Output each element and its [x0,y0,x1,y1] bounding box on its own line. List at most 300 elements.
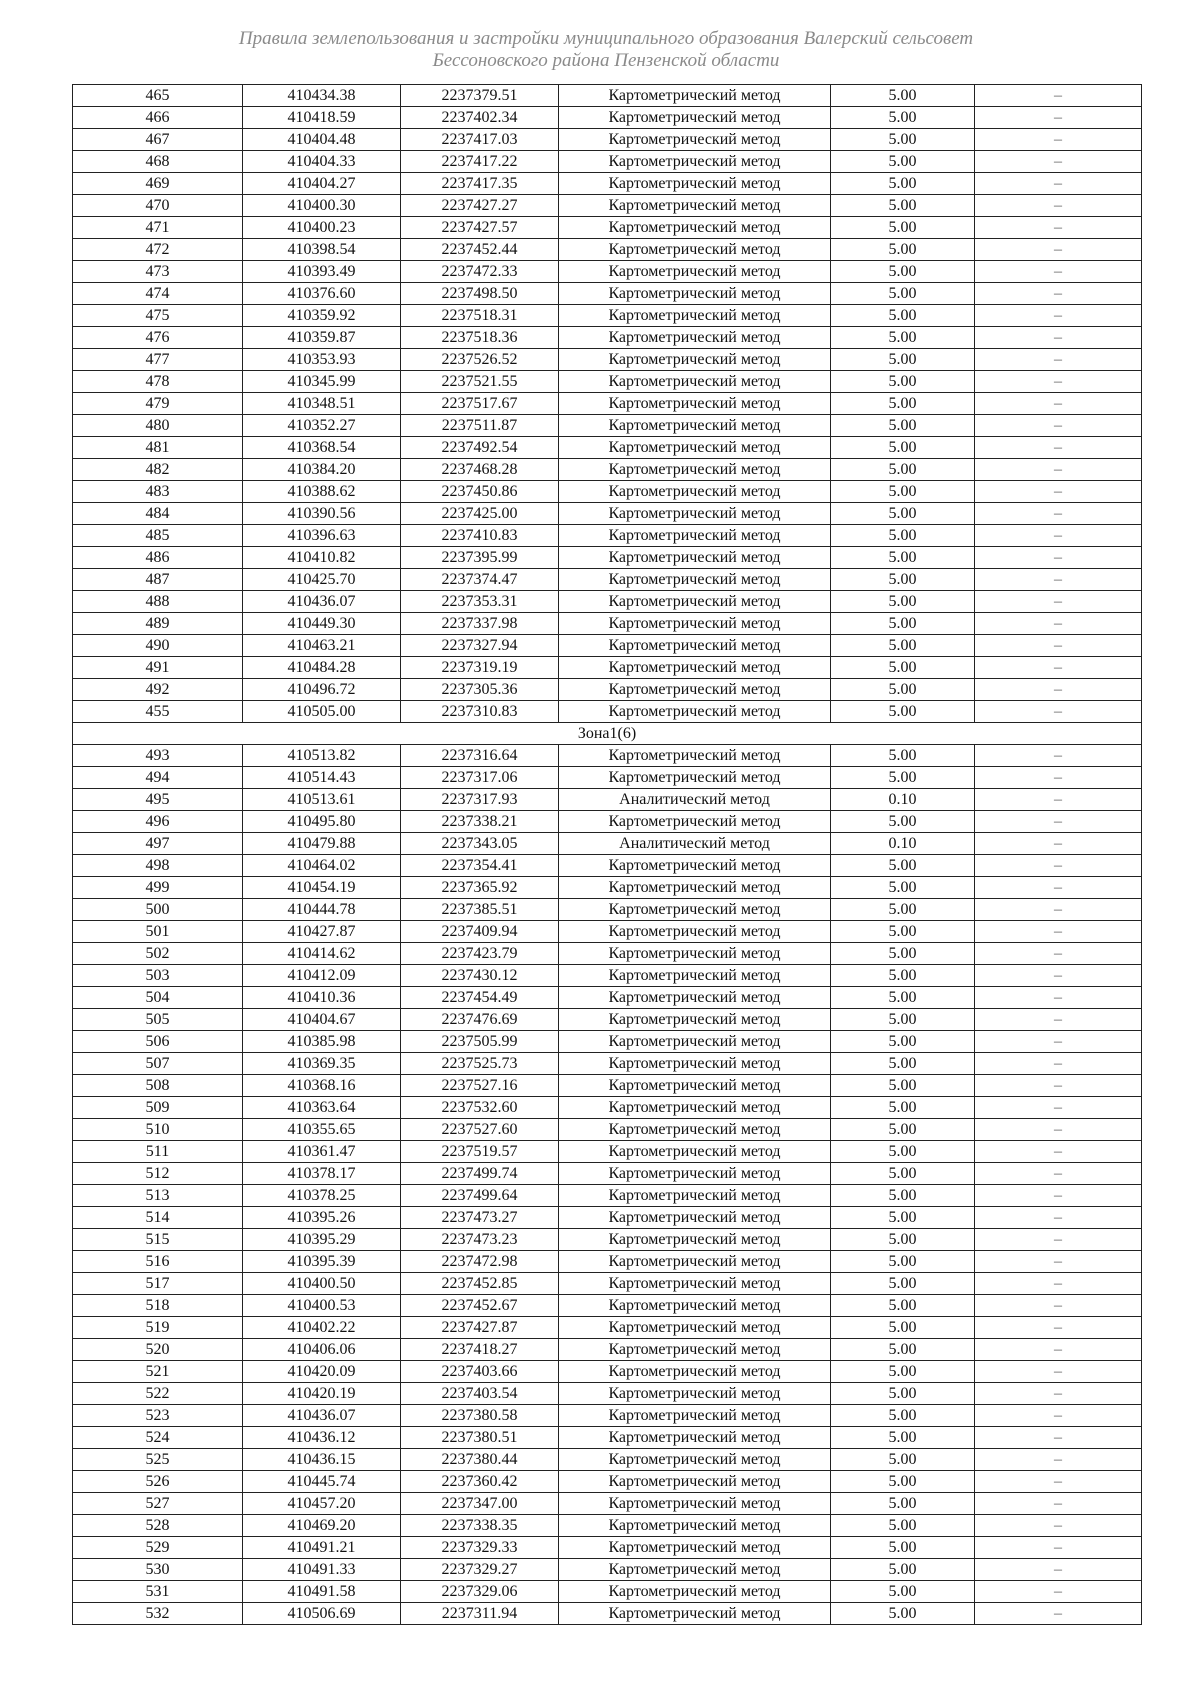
note-cell: – [975,85,1142,107]
table-row [73,1185,1142,1207]
note-cell: – [975,1317,1142,1339]
x-coordinate-cell: 410427.87 [243,921,401,943]
table-row [73,1009,1142,1031]
accuracy-cell: 5.00 [831,1559,975,1581]
point-number-cell: 517 [73,1273,243,1295]
x-coordinate-cell: 410457.20 [243,1493,401,1515]
x-coordinate-cell: 410368.54 [243,437,401,459]
y-coordinate-cell: 2237402.34 [401,107,559,129]
point-number-cell: 466 [73,107,243,129]
table-row [73,591,1142,613]
table-row [73,1493,1142,1515]
accuracy-cell: 5.00 [831,195,975,217]
table-row [73,261,1142,283]
y-coordinate-cell: 2237417.22 [401,151,559,173]
point-number-cell: 522 [73,1383,243,1405]
y-coordinate-cell: 2237337.98 [401,613,559,635]
point-number-cell: 501 [73,921,243,943]
x-coordinate-cell: 410418.59 [243,107,401,129]
method-cell: Картометрический метод [559,1053,831,1075]
method-cell: Картометрический метод [559,459,831,481]
note-cell: – [975,613,1142,635]
accuracy-cell: 5.00 [831,1207,975,1229]
method-cell: Картометрический метод [559,1097,831,1119]
accuracy-cell: 5.00 [831,1031,975,1053]
table-row [73,1295,1142,1317]
method-cell: Картометрический метод [559,1603,831,1625]
y-coordinate-cell: 2237452.85 [401,1273,559,1295]
x-coordinate-cell: 410463.21 [243,635,401,657]
method-cell: Картометрический метод [559,437,831,459]
table-row [73,217,1142,239]
zone-title: Зона1(6) [73,723,1142,745]
x-coordinate-cell: 410404.33 [243,151,401,173]
method-cell: Картометрический метод [559,1493,831,1515]
table-row [73,899,1142,921]
y-coordinate-cell: 2237317.06 [401,767,559,789]
accuracy-cell: 0.10 [831,833,975,855]
accuracy-cell: 5.00 [831,613,975,635]
accuracy-cell: 5.00 [831,217,975,239]
accuracy-cell: 5.00 [831,1141,975,1163]
y-coordinate-cell: 2237518.36 [401,327,559,349]
x-coordinate-cell: 410420.09 [243,1361,401,1383]
method-cell: Картометрический метод [559,151,831,173]
x-coordinate-cell: 410378.25 [243,1185,401,1207]
table-row [73,107,1142,129]
x-coordinate-cell: 410436.07 [243,1405,401,1427]
note-cell: – [975,305,1142,327]
y-coordinate-cell: 2237338.35 [401,1515,559,1537]
point-number-cell: 467 [73,129,243,151]
point-number-cell: 526 [73,1471,243,1493]
accuracy-cell: 5.00 [831,1515,975,1537]
y-coordinate-cell: 2237472.33 [401,261,559,283]
x-coordinate-cell: 410513.82 [243,745,401,767]
table-row [73,85,1142,107]
x-coordinate-cell: 410414.62 [243,943,401,965]
table-row [73,547,1142,569]
y-coordinate-cell: 2237353.31 [401,591,559,613]
point-number-cell: 475 [73,305,243,327]
accuracy-cell: 5.00 [831,85,975,107]
method-cell: Картометрический метод [559,1075,831,1097]
y-coordinate-cell: 2237427.57 [401,217,559,239]
note-cell: – [975,1427,1142,1449]
x-coordinate-cell: 410402.22 [243,1317,401,1339]
accuracy-cell: 5.00 [831,635,975,657]
point-number-cell: 510 [73,1119,243,1141]
note-cell: – [975,1185,1142,1207]
point-number-cell: 513 [73,1185,243,1207]
table-row [73,459,1142,481]
table-row [73,525,1142,547]
x-coordinate-cell: 410412.09 [243,965,401,987]
accuracy-cell: 5.00 [831,899,975,921]
method-cell: Картометрический метод [559,1449,831,1471]
x-coordinate-cell: 410444.78 [243,899,401,921]
x-coordinate-cell: 410404.48 [243,129,401,151]
point-number-cell: 520 [73,1339,243,1361]
y-coordinate-cell: 2237425.00 [401,503,559,525]
note-cell: – [975,283,1142,305]
table-row [73,767,1142,789]
note-cell: – [975,943,1142,965]
x-coordinate-cell: 410436.12 [243,1427,401,1449]
y-coordinate-cell: 2237498.50 [401,283,559,305]
y-coordinate-cell: 2237499.74 [401,1163,559,1185]
method-cell: Картометрический метод [559,327,831,349]
method-cell: Картометрический метод [559,283,831,305]
method-cell: Картометрический метод [559,1229,831,1251]
accuracy-cell: 5.00 [831,371,975,393]
y-coordinate-cell: 2237418.27 [401,1339,559,1361]
method-cell: Картометрический метод [559,855,831,877]
table-row [73,327,1142,349]
note-cell: – [975,239,1142,261]
accuracy-cell: 5.00 [831,921,975,943]
y-coordinate-cell: 2237468.28 [401,459,559,481]
header-line-2: Бессоновского района Пензенской области [432,50,780,71]
x-coordinate-cell: 410363.64 [243,1097,401,1119]
table-row [73,877,1142,899]
point-number-cell: 468 [73,151,243,173]
table-row [73,415,1142,437]
table-row [73,1163,1142,1185]
accuracy-cell: 5.00 [831,459,975,481]
accuracy-cell: 5.00 [831,481,975,503]
accuracy-cell: 5.00 [831,107,975,129]
y-coordinate-cell: 2237343.05 [401,833,559,855]
accuracy-cell: 5.00 [831,437,975,459]
method-cell: Картометрический метод [559,1119,831,1141]
note-cell: – [975,327,1142,349]
point-number-cell: 474 [73,283,243,305]
point-number-cell: 524 [73,1427,243,1449]
point-number-cell: 465 [73,85,243,107]
table-row [73,1405,1142,1427]
point-number-cell: 494 [73,767,243,789]
table-row [73,129,1142,151]
y-coordinate-cell: 2237499.64 [401,1185,559,1207]
x-coordinate-cell: 410368.16 [243,1075,401,1097]
method-cell: Картометрический метод [559,1031,831,1053]
point-number-cell: 516 [73,1251,243,1273]
y-coordinate-cell: 2237329.27 [401,1559,559,1581]
x-coordinate-cell: 410398.54 [243,239,401,261]
table-row [73,1317,1142,1339]
table-row [73,151,1142,173]
y-coordinate-cell: 2237517.67 [401,393,559,415]
method-cell: Картометрический метод [559,657,831,679]
table-row [73,283,1142,305]
point-number-cell: 512 [73,1163,243,1185]
coordinates-table-body [73,85,1142,1625]
table-row [73,1229,1142,1251]
point-number-cell: 483 [73,481,243,503]
accuracy-cell: 5.00 [831,239,975,261]
method-cell: Картометрический метод [559,679,831,701]
y-coordinate-cell: 2237430.12 [401,965,559,987]
table-row [73,921,1142,943]
x-coordinate-cell: 410505.00 [243,701,401,723]
y-coordinate-cell: 2237316.64 [401,745,559,767]
point-number-cell: 471 [73,217,243,239]
accuracy-cell: 5.00 [831,305,975,327]
note-cell: – [975,1559,1142,1581]
note-cell: – [975,1361,1142,1383]
y-coordinate-cell: 2237417.35 [401,173,559,195]
accuracy-cell: 5.00 [831,1317,975,1339]
table-row [73,305,1142,327]
note-cell: – [975,349,1142,371]
y-coordinate-cell: 2237310.83 [401,701,559,723]
point-number-cell: 476 [73,327,243,349]
y-coordinate-cell: 2237305.36 [401,679,559,701]
table-row [73,239,1142,261]
note-cell: – [975,173,1142,195]
y-coordinate-cell: 2237452.67 [401,1295,559,1317]
point-number-cell: 531 [73,1581,243,1603]
accuracy-cell: 5.00 [831,283,975,305]
note-cell: – [975,393,1142,415]
note-cell: – [975,1515,1142,1537]
method-cell: Картометрический метод [559,393,831,415]
x-coordinate-cell: 410410.36 [243,987,401,1009]
accuracy-cell: 0.10 [831,789,975,811]
accuracy-cell: 5.00 [831,1361,975,1383]
accuracy-cell: 5.00 [831,943,975,965]
method-cell: Картометрический метод [559,1383,831,1405]
point-number-cell: 491 [73,657,243,679]
point-number-cell: 503 [73,965,243,987]
accuracy-cell: 5.00 [831,1163,975,1185]
accuracy-cell: 5.00 [831,1229,975,1251]
point-number-cell: 529 [73,1537,243,1559]
coordinates-table [72,84,1142,1625]
zone-header-row [73,723,1142,745]
accuracy-cell: 5.00 [831,151,975,173]
table-row [73,1427,1142,1449]
point-number-cell: 508 [73,1075,243,1097]
point-number-cell: 514 [73,1207,243,1229]
y-coordinate-cell: 2237427.87 [401,1317,559,1339]
accuracy-cell: 5.00 [831,503,975,525]
note-cell: – [975,1383,1142,1405]
table-row [73,833,1142,855]
method-cell: Картометрический метод [559,239,831,261]
method-cell: Картометрический метод [559,591,831,613]
point-number-cell: 502 [73,943,243,965]
y-coordinate-cell: 2237385.51 [401,899,559,921]
accuracy-cell: 5.00 [831,965,975,987]
note-cell: – [975,965,1142,987]
table-row [73,657,1142,679]
note-cell: – [975,1251,1142,1273]
method-cell: Картометрический метод [559,1339,831,1361]
note-cell: – [975,767,1142,789]
note-cell: – [975,547,1142,569]
note-cell: – [975,525,1142,547]
point-number-cell: 505 [73,1009,243,1031]
method-cell: Картометрический метод [559,1427,831,1449]
note-cell: – [975,1075,1142,1097]
method-cell: Картометрический метод [559,1273,831,1295]
point-number-cell: 500 [73,899,243,921]
point-number-cell: 473 [73,261,243,283]
y-coordinate-cell: 2237319.19 [401,657,559,679]
table-row [73,1097,1142,1119]
y-coordinate-cell: 2237410.83 [401,525,559,547]
page-header [72,28,1140,72]
table-row [73,1207,1142,1229]
point-number-cell: 509 [73,1097,243,1119]
table-row [73,635,1142,657]
note-cell: – [975,591,1142,613]
header-line-1: Правила землепользования и застройки муниципального образования Валерский сельсовет [238,28,974,49]
accuracy-cell: 5.00 [831,1119,975,1141]
point-number-cell: 488 [73,591,243,613]
accuracy-cell: 5.00 [831,1295,975,1317]
method-cell: Картометрический метод [559,1163,831,1185]
table-row [73,1537,1142,1559]
note-cell: – [975,569,1142,591]
y-coordinate-cell: 2237452.44 [401,239,559,261]
note-cell: – [975,217,1142,239]
method-cell: Картометрический метод [559,569,831,591]
y-coordinate-cell: 2237525.73 [401,1053,559,1075]
method-cell: Картометрический метод [559,261,831,283]
y-coordinate-cell: 2237380.58 [401,1405,559,1427]
y-coordinate-cell: 2237505.99 [401,1031,559,1053]
x-coordinate-cell: 410491.21 [243,1537,401,1559]
note-cell: – [975,1405,1142,1427]
method-cell: Картометрический метод [559,811,831,833]
method-cell: Картометрический метод [559,1537,831,1559]
x-coordinate-cell: 410348.51 [243,393,401,415]
x-coordinate-cell: 410359.92 [243,305,401,327]
y-coordinate-cell: 2237338.21 [401,811,559,833]
method-cell: Картометрический метод [559,943,831,965]
x-coordinate-cell: 410420.19 [243,1383,401,1405]
point-number-cell: 530 [73,1559,243,1581]
table-row [73,745,1142,767]
method-cell: Картометрический метод [559,1295,831,1317]
method-cell: Картометрический метод [559,107,831,129]
table-row [73,1383,1142,1405]
accuracy-cell: 5.00 [831,415,975,437]
method-cell: Картометрический метод [559,1317,831,1339]
table-row [73,1119,1142,1141]
y-coordinate-cell: 2237526.52 [401,349,559,371]
accuracy-cell: 5.00 [831,525,975,547]
note-cell: – [975,195,1142,217]
table-row [73,1581,1142,1603]
method-cell: Картометрический метод [559,481,831,503]
point-number-cell: 527 [73,1493,243,1515]
x-coordinate-cell: 410491.58 [243,1581,401,1603]
note-cell: – [975,1097,1142,1119]
accuracy-cell: 5.00 [831,657,975,679]
point-number-cell: 515 [73,1229,243,1251]
x-coordinate-cell: 410400.23 [243,217,401,239]
x-coordinate-cell: 410395.29 [243,1229,401,1251]
point-number-cell: 525 [73,1449,243,1471]
table-row [73,1515,1142,1537]
accuracy-cell: 5.00 [831,1053,975,1075]
table-row [73,393,1142,415]
y-coordinate-cell: 2237317.93 [401,789,559,811]
method-cell: Картометрический метод [559,1405,831,1427]
point-number-cell: 455 [73,701,243,723]
x-coordinate-cell: 410434.38 [243,85,401,107]
method-cell: Аналитический метод [559,833,831,855]
table-row [73,1559,1142,1581]
table-row [73,1603,1142,1625]
accuracy-cell: 5.00 [831,1603,975,1625]
note-cell: – [975,1471,1142,1493]
accuracy-cell: 5.00 [831,1493,975,1515]
point-number-cell: 478 [73,371,243,393]
x-coordinate-cell: 410514.43 [243,767,401,789]
note-cell: – [975,1339,1142,1361]
point-number-cell: 519 [73,1317,243,1339]
note-cell: – [975,503,1142,525]
note-cell: – [975,1273,1142,1295]
x-coordinate-cell: 410355.65 [243,1119,401,1141]
table-row [73,789,1142,811]
x-coordinate-cell: 410495.80 [243,811,401,833]
method-cell: Картометрический метод [559,1581,831,1603]
x-coordinate-cell: 410369.35 [243,1053,401,1075]
x-coordinate-cell: 410449.30 [243,613,401,635]
table-row [73,173,1142,195]
x-coordinate-cell: 410395.26 [243,1207,401,1229]
x-coordinate-cell: 410406.06 [243,1339,401,1361]
table-row [73,855,1142,877]
note-cell: – [975,789,1142,811]
accuracy-cell: 5.00 [831,1537,975,1559]
y-coordinate-cell: 2237527.16 [401,1075,559,1097]
table-row [73,437,1142,459]
y-coordinate-cell: 2237423.79 [401,943,559,965]
note-cell: – [975,1295,1142,1317]
note-cell: – [975,833,1142,855]
point-number-cell: 472 [73,239,243,261]
x-coordinate-cell: 410436.07 [243,591,401,613]
y-coordinate-cell: 2237473.27 [401,1207,559,1229]
method-cell: Картометрический метод [559,217,831,239]
y-coordinate-cell: 2237311.94 [401,1603,559,1625]
method-cell: Картометрический метод [559,745,831,767]
accuracy-cell: 5.00 [831,1339,975,1361]
x-coordinate-cell: 410445.74 [243,1471,401,1493]
table-row [73,195,1142,217]
method-cell: Картометрический метод [559,1009,831,1031]
note-cell: – [975,877,1142,899]
note-cell: – [975,107,1142,129]
accuracy-cell: 5.00 [831,129,975,151]
method-cell: Картометрический метод [559,1141,831,1163]
note-cell: – [975,855,1142,877]
note-cell: – [975,987,1142,1009]
x-coordinate-cell: 410506.69 [243,1603,401,1625]
y-coordinate-cell: 2237450.86 [401,481,559,503]
x-coordinate-cell: 410390.56 [243,503,401,525]
point-number-cell: 482 [73,459,243,481]
x-coordinate-cell: 410410.82 [243,547,401,569]
method-cell: Картометрический метод [559,525,831,547]
